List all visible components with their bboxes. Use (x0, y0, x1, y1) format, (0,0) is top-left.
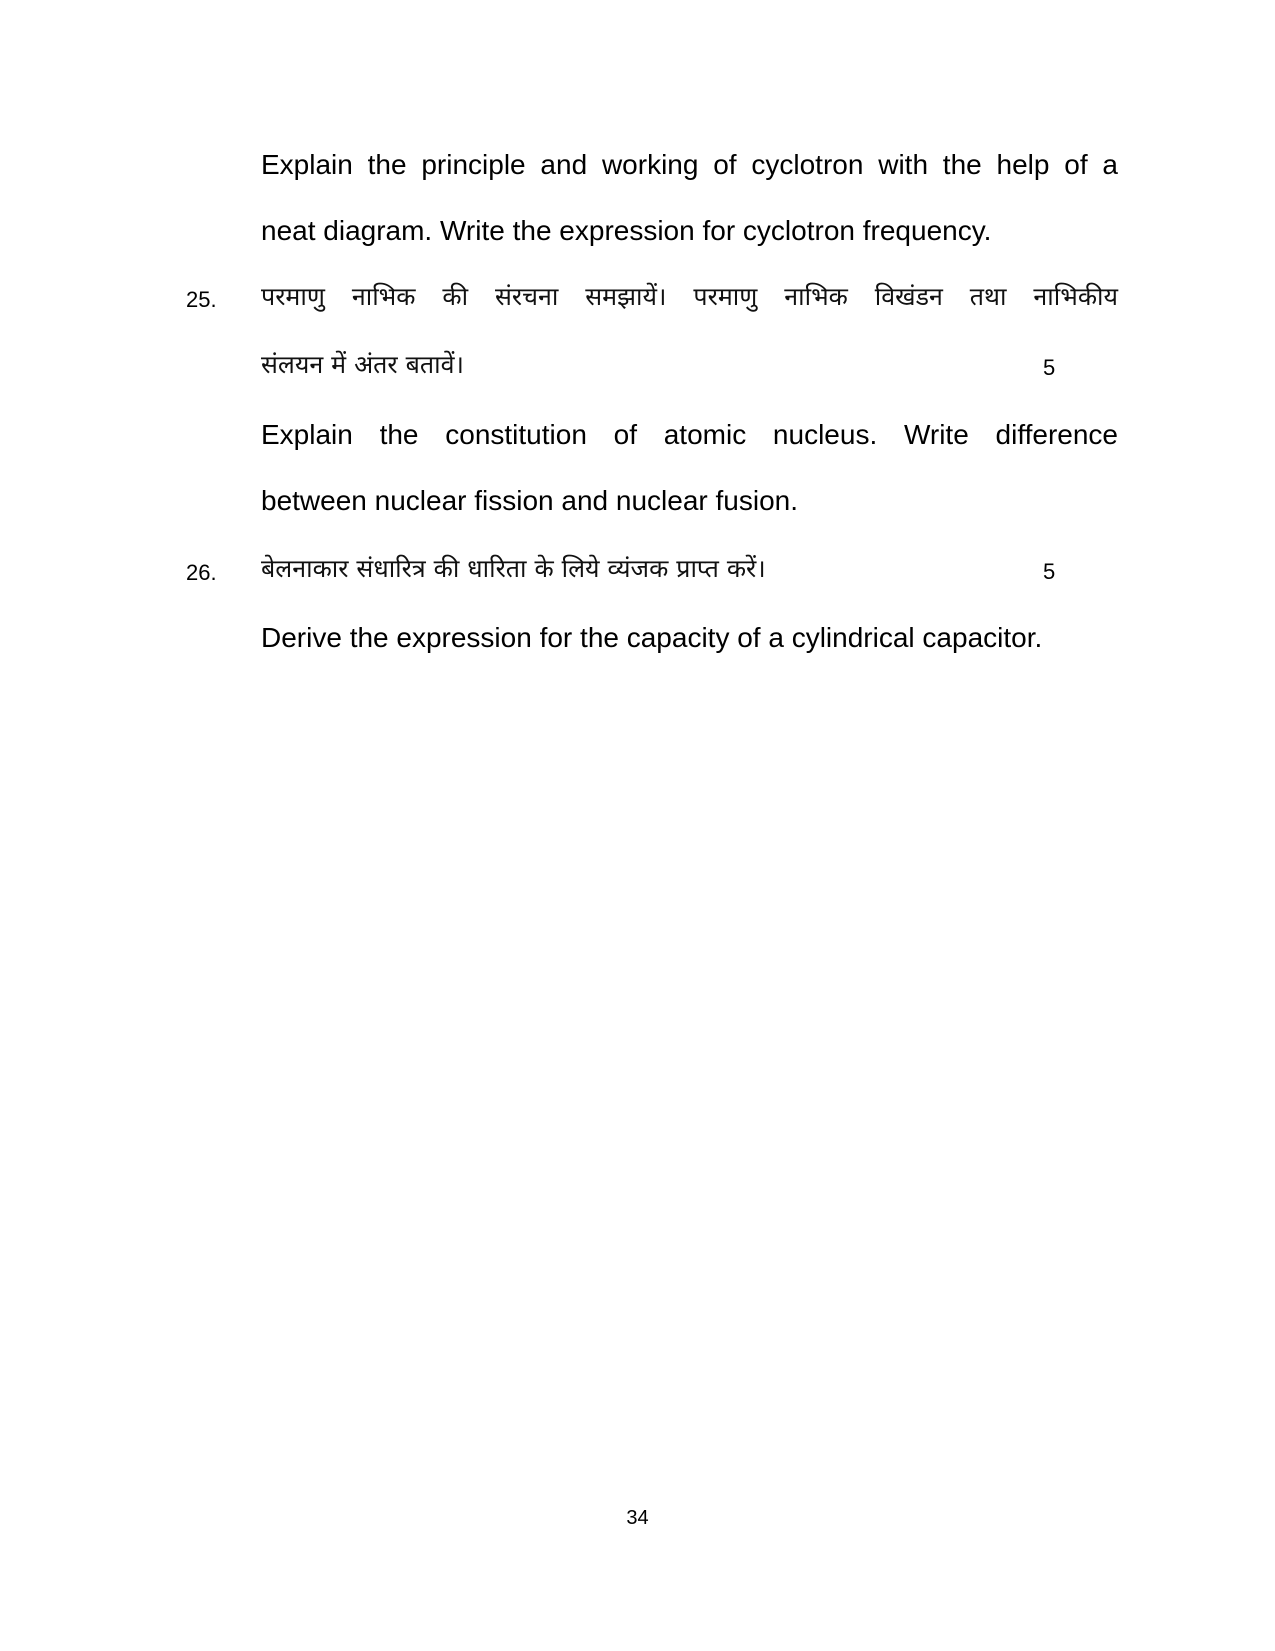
q25-marks: 5 (1043, 355, 1056, 380)
q26-english-line-1: Derive the expression for the capacity of a cylindrical capacitor. (261, 622, 1043, 653)
page-number: 34 (626, 1507, 649, 1529)
q24-english-line-1: Explain the principle and working of cyclotron with the help of a (261, 149, 1118, 180)
q25-hindi-line-1: परमाणु नाभिक की संरचना समझायें। परमाणु नाभिक विखंडन तथा नाभिकीय (261, 282, 1118, 311)
q25-english-line-2: between nuclear fission and nuclear fusion. (261, 485, 799, 516)
q26-marks: 5 (1043, 559, 1056, 584)
q26-hindi-line-1: बेलनाकार संधारित्र की धारिता के लिये व्यंजक प्राप्त करें। (261, 554, 766, 583)
q25-number: 25. (186, 287, 217, 312)
q25-english-line-1: Explain the constitution of atomic nucleus. Write difference (261, 419, 1118, 450)
q25-hindi-line-2: संलयन में अंतर बतावें। (261, 350, 464, 379)
q24-english-line-2: neat diagram. Write the expression for cyclotron frequency. (261, 215, 992, 246)
q26-number: 26. (186, 560, 217, 585)
